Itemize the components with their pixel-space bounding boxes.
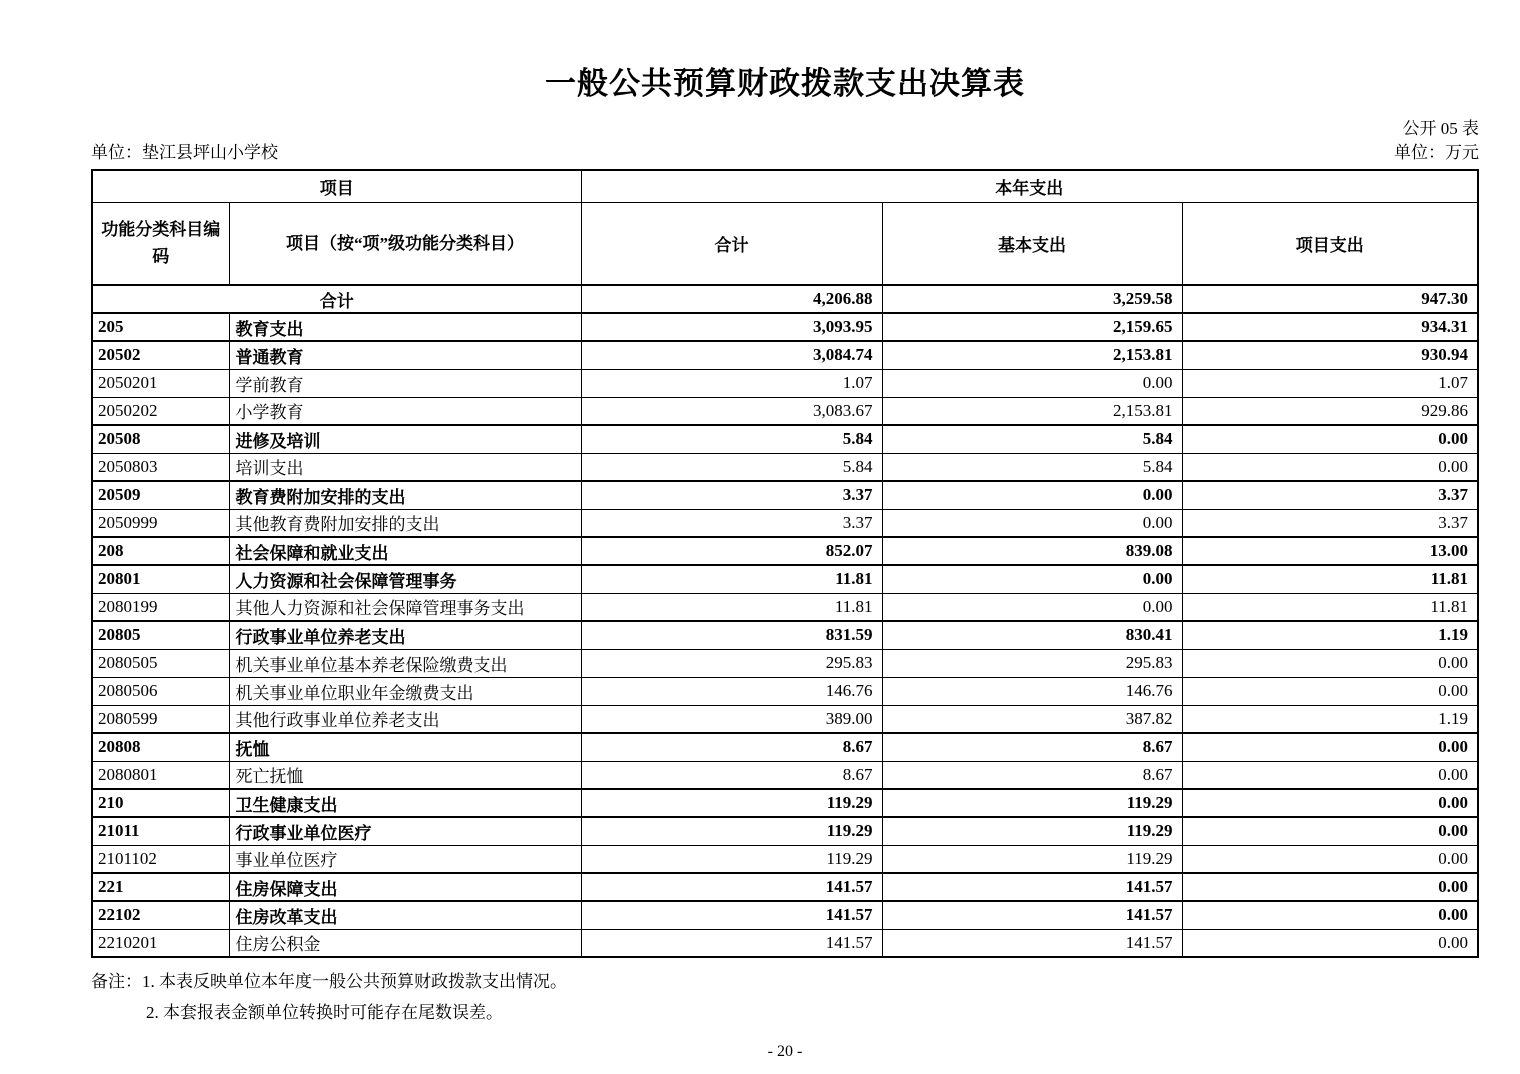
meta-row bbox=[91, 141, 1479, 165]
cell-total: 141.57 bbox=[581, 929, 882, 957]
cell-code: 22102 bbox=[92, 901, 229, 929]
cell-basic: 2,159.65 bbox=[882, 313, 1182, 341]
table-row bbox=[92, 313, 1478, 341]
cell-code: 2080199 bbox=[92, 593, 229, 621]
cell-item: 进修及培训 bbox=[229, 425, 581, 453]
cell-basic: 839.08 bbox=[882, 537, 1182, 565]
cell-code: 2210201 bbox=[92, 929, 229, 957]
table-row bbox=[92, 369, 1478, 397]
table-row bbox=[92, 621, 1478, 649]
cell-item: 教育费附加安排的支出 bbox=[229, 481, 581, 509]
cell-project: 13.00 bbox=[1182, 537, 1478, 565]
cell-basic: 8.67 bbox=[882, 761, 1182, 789]
header-basic-expenditure: 基本支出 bbox=[882, 202, 1182, 285]
cell-total: 11.81 bbox=[581, 565, 882, 593]
total-row-project: 947.30 bbox=[1182, 285, 1478, 313]
cell-total: 3,084.74 bbox=[581, 341, 882, 369]
cell-project: 1.19 bbox=[1182, 621, 1478, 649]
cell-project: 3.37 bbox=[1182, 509, 1478, 537]
cell-total: 141.57 bbox=[581, 873, 882, 901]
cell-code: 2050201 bbox=[92, 369, 229, 397]
table-row bbox=[92, 761, 1478, 789]
cell-code: 208 bbox=[92, 537, 229, 565]
table-row bbox=[92, 789, 1478, 817]
cell-code: 205 bbox=[92, 313, 229, 341]
cell-total: 389.00 bbox=[581, 705, 882, 733]
cell-basic: 141.57 bbox=[882, 873, 1182, 901]
table-header bbox=[92, 170, 1478, 285]
cell-basic: 141.57 bbox=[882, 929, 1182, 957]
cell-item: 其他行政事业单位养老支出 bbox=[229, 705, 581, 733]
cell-basic: 387.82 bbox=[882, 705, 1182, 733]
currency-unit-label: 单位：万元 bbox=[1394, 143, 1479, 162]
cell-code: 2080506 bbox=[92, 677, 229, 705]
total-row-total: 4,206.88 bbox=[581, 285, 882, 313]
cell-code: 20502 bbox=[92, 341, 229, 369]
cell-basic: 146.76 bbox=[882, 677, 1182, 705]
table-row bbox=[92, 873, 1478, 901]
page-number: - 20 - bbox=[767, 1043, 803, 1060]
table-code-label: 公开 05 表 bbox=[1402, 119, 1479, 138]
cell-total: 8.67 bbox=[581, 761, 882, 789]
cell-basic: 8.67 bbox=[882, 733, 1182, 761]
cell-code: 20509 bbox=[92, 481, 229, 509]
table-row bbox=[92, 537, 1478, 565]
cell-total: 831.59 bbox=[581, 621, 882, 649]
table-row bbox=[92, 733, 1478, 761]
cell-item: 抚恤 bbox=[229, 733, 581, 761]
cell-code: 2080599 bbox=[92, 705, 229, 733]
cell-item: 行政事业单位养老支出 bbox=[229, 621, 581, 649]
total-row-label: 合计 bbox=[92, 285, 581, 313]
cell-basic: 0.00 bbox=[882, 481, 1182, 509]
cell-total: 8.67 bbox=[581, 733, 882, 761]
cell-project: 929.86 bbox=[1182, 397, 1478, 425]
note-1: 备注：1. 本表反映单位本年度一般公共预算财政拨款支出情况。 bbox=[91, 972, 567, 991]
cell-item: 死亡抚恤 bbox=[229, 761, 581, 789]
cell-basic: 0.00 bbox=[882, 565, 1182, 593]
table-row bbox=[92, 817, 1478, 845]
cell-project: 0.00 bbox=[1182, 649, 1478, 677]
cell-project: 0.00 bbox=[1182, 733, 1478, 761]
cell-basic: 830.41 bbox=[882, 621, 1182, 649]
cell-basic: 141.57 bbox=[882, 901, 1182, 929]
total-row bbox=[92, 285, 1478, 313]
cell-project: 930.94 bbox=[1182, 341, 1478, 369]
cell-basic: 2,153.81 bbox=[882, 341, 1182, 369]
cell-item: 住房改革支出 bbox=[229, 901, 581, 929]
table-row bbox=[92, 481, 1478, 509]
cell-basic: 119.29 bbox=[882, 817, 1182, 845]
cell-item: 其他人力资源和社会保障管理事务支出 bbox=[229, 593, 581, 621]
cell-item: 普通教育 bbox=[229, 341, 581, 369]
cell-item: 机关事业单位基本养老保险缴费支出 bbox=[229, 649, 581, 677]
cell-item: 小学教育 bbox=[229, 397, 581, 425]
cell-total: 119.29 bbox=[581, 845, 882, 873]
table-row bbox=[92, 593, 1478, 621]
cell-code: 2050803 bbox=[92, 453, 229, 481]
table-row bbox=[92, 397, 1478, 425]
cell-total: 119.29 bbox=[581, 789, 882, 817]
table-row bbox=[92, 425, 1478, 453]
cell-project: 0.00 bbox=[1182, 845, 1478, 873]
table-row bbox=[92, 705, 1478, 733]
table-row bbox=[92, 845, 1478, 873]
cell-item: 培训支出 bbox=[229, 453, 581, 481]
cell-total: 1.07 bbox=[581, 369, 882, 397]
cell-total: 852.07 bbox=[581, 537, 882, 565]
cell-total: 3.37 bbox=[581, 509, 882, 537]
cell-project: 1.19 bbox=[1182, 705, 1478, 733]
cell-item: 机关事业单位职业年金缴费支出 bbox=[229, 677, 581, 705]
cell-code: 221 bbox=[92, 873, 229, 901]
total-row-basic: 3,259.58 bbox=[882, 285, 1182, 313]
cell-basic: 2,153.81 bbox=[882, 397, 1182, 425]
header-project-expenditure: 项目支出 bbox=[1182, 202, 1478, 285]
cell-total: 5.84 bbox=[581, 425, 882, 453]
cell-code: 20805 bbox=[92, 621, 229, 649]
cell-total: 3,093.95 bbox=[581, 313, 882, 341]
cell-total: 3.37 bbox=[581, 481, 882, 509]
table-row bbox=[92, 677, 1478, 705]
header-item-group: 项目 bbox=[92, 170, 581, 202]
cell-basic: 5.84 bbox=[882, 425, 1182, 453]
cell-project: 11.81 bbox=[1182, 593, 1478, 621]
cell-total: 295.83 bbox=[581, 649, 882, 677]
cell-item: 住房保障支出 bbox=[229, 873, 581, 901]
cell-project: 0.00 bbox=[1182, 817, 1478, 845]
header-label-row bbox=[92, 202, 1478, 285]
page-title: 一般公共预算财政拨款支出决算表 bbox=[545, 66, 1025, 101]
header-function-code: 功能分类科目编码 bbox=[92, 202, 229, 285]
table-row bbox=[92, 453, 1478, 481]
cell-item: 教育支出 bbox=[229, 313, 581, 341]
cell-code: 2080505 bbox=[92, 649, 229, 677]
cell-basic: 119.29 bbox=[882, 845, 1182, 873]
cell-basic: 0.00 bbox=[882, 369, 1182, 397]
cell-item: 其他教育费附加安排的支出 bbox=[229, 509, 581, 537]
cell-code: 210 bbox=[92, 789, 229, 817]
header-group-row bbox=[92, 170, 1478, 202]
cell-basic: 295.83 bbox=[882, 649, 1182, 677]
cell-project: 1.07 bbox=[1182, 369, 1478, 397]
table-row bbox=[92, 649, 1478, 677]
cell-basic: 0.00 bbox=[882, 593, 1182, 621]
cell-project: 0.00 bbox=[1182, 425, 1478, 453]
cell-project: 0.00 bbox=[1182, 901, 1478, 929]
notes bbox=[91, 966, 1479, 1028]
cell-code: 21011 bbox=[92, 817, 229, 845]
table-row bbox=[92, 509, 1478, 537]
cell-item: 人力资源和社会保障管理事务 bbox=[229, 565, 581, 593]
note-2: 2. 本套报表金额单位转换时可能存在尾数误差。 bbox=[146, 1003, 503, 1022]
table-row bbox=[92, 565, 1478, 593]
cell-project: 934.31 bbox=[1182, 313, 1478, 341]
cell-total: 3,083.67 bbox=[581, 397, 882, 425]
cell-total: 146.76 bbox=[581, 677, 882, 705]
table-row bbox=[92, 901, 1478, 929]
header-item-name: 项目（按“项”级功能分类科目） bbox=[229, 202, 581, 285]
cell-total: 141.57 bbox=[581, 901, 882, 929]
cell-item: 学前教育 bbox=[229, 369, 581, 397]
cell-basic: 119.29 bbox=[882, 789, 1182, 817]
cell-item: 事业单位医疗 bbox=[229, 845, 581, 873]
unit-name-label: 单位：垫江县坪山小学校 bbox=[91, 143, 278, 162]
cell-code: 2050202 bbox=[92, 397, 229, 425]
header-current-year-expenditure-group: 本年支出 bbox=[581, 170, 1478, 202]
cell-total: 119.29 bbox=[581, 817, 882, 845]
cell-item: 社会保障和就业支出 bbox=[229, 537, 581, 565]
cell-project: 0.00 bbox=[1182, 677, 1478, 705]
cell-project: 0.00 bbox=[1182, 453, 1478, 481]
cell-total: 5.84 bbox=[581, 453, 882, 481]
cell-code: 2101102 bbox=[92, 845, 229, 873]
cell-project: 11.81 bbox=[1182, 565, 1478, 593]
cell-item: 住房公积金 bbox=[229, 929, 581, 957]
cell-code: 2050999 bbox=[92, 509, 229, 537]
cell-total: 11.81 bbox=[581, 593, 882, 621]
cell-project: 0.00 bbox=[1182, 789, 1478, 817]
cell-code: 20808 bbox=[92, 733, 229, 761]
cell-item: 卫生健康支出 bbox=[229, 789, 581, 817]
cell-code: 20801 bbox=[92, 565, 229, 593]
cell-project: 3.37 bbox=[1182, 481, 1478, 509]
table-row bbox=[92, 341, 1478, 369]
cell-project: 0.00 bbox=[1182, 873, 1478, 901]
cell-basic: 0.00 bbox=[882, 509, 1182, 537]
table-row bbox=[92, 929, 1478, 957]
header-total: 合计 bbox=[581, 202, 882, 285]
cell-code: 20508 bbox=[92, 425, 229, 453]
cell-basic: 5.84 bbox=[882, 453, 1182, 481]
table-body bbox=[92, 285, 1478, 957]
cell-project: 0.00 bbox=[1182, 929, 1478, 957]
cell-code: 2080801 bbox=[92, 761, 229, 789]
cell-project: 0.00 bbox=[1182, 761, 1478, 789]
cell-item: 行政事业单位医疗 bbox=[229, 817, 581, 845]
budget-table bbox=[91, 169, 1479, 958]
